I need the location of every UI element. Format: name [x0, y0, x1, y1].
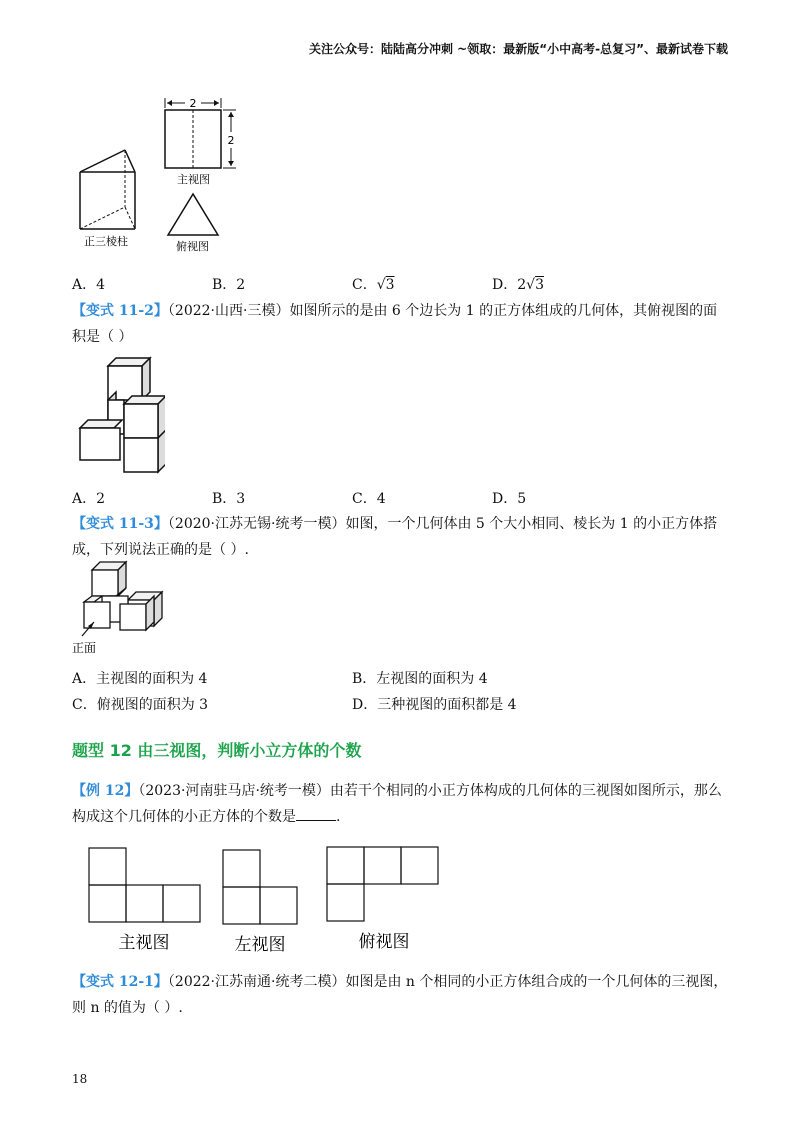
page-header: 关注公众号：陆陆高分冲刺 ~领取：最新版“小中高考-总复习”、最新试卷下载	[309, 42, 728, 56]
prism-three-view-figure	[70, 92, 270, 268]
five-cube-figure	[70, 560, 170, 656]
q3-option-b: B．左视图的面积为 4	[352, 671, 488, 687]
question-11-2: 【变式 11-2】（2022·山西·三模）如图所示的是由 6 个边长为 1 的正方体组成的几何体，其俯视图的面积是（ ）	[72, 303, 718, 345]
q1-option-a: A．4	[72, 277, 106, 293]
q2-option-a: A．2	[72, 491, 106, 507]
three-view-figure	[86, 844, 446, 960]
front-view-label: 主视图	[177, 173, 210, 186]
q1-option-b: B．2	[212, 277, 246, 293]
front-view-caption: 主视图	[118, 933, 170, 953]
page-number: 18	[72, 1072, 88, 1086]
top-view-caption: 俯视图	[358, 932, 410, 952]
q3-option-a: A．主视图的面积为 4	[72, 671, 208, 687]
q3-option-d: D．三种视图的面积都是 4	[352, 697, 517, 713]
question-12-1: 【变式 12-1】（2022·江苏南通·统考二模）如图是由 n 个相同的小正方体组合成的一个几何体的三视图，则 n 的值为（ ）.	[72, 974, 728, 1016]
question-11-3: 【变式 11-3】（2020·江苏无锡·统考一模）如图，一个几何体由 5 个大小相同、棱长为 1 的小正方体搭成，下列说法正确的是（ ）.	[72, 516, 718, 558]
prism-label: 正三棱柱	[84, 235, 128, 248]
q2-option-c: C．4	[352, 491, 386, 507]
q2-option-b: B．3	[212, 491, 246, 507]
six-cube-figure	[75, 356, 165, 476]
front-direction-label: 正面	[72, 641, 97, 655]
answer-blank	[296, 806, 336, 821]
top-view-label: 俯视图	[176, 240, 209, 253]
q3-option-c: C．俯视图的面积为 3	[72, 697, 209, 713]
section-heading-12: 题型 12 由三视图，判断小立方体的个数	[72, 741, 362, 760]
q1-option-d: D．2√3	[492, 277, 544, 293]
dimension-width-label: 2	[189, 97, 197, 110]
q2-option-d: D．5	[492, 491, 527, 507]
left-view-caption: 左视图	[234, 935, 286, 955]
dimension-height-label: 2	[227, 134, 235, 147]
q1-option-c: C．√3	[352, 277, 395, 293]
example-12: 【例 12】（2023·河南驻马店·统考一模）由若干个相同的小正方体构成的几何体的三视图如图所示，那么构成这个几何体的小正方体的个数是 .	[72, 783, 722, 825]
